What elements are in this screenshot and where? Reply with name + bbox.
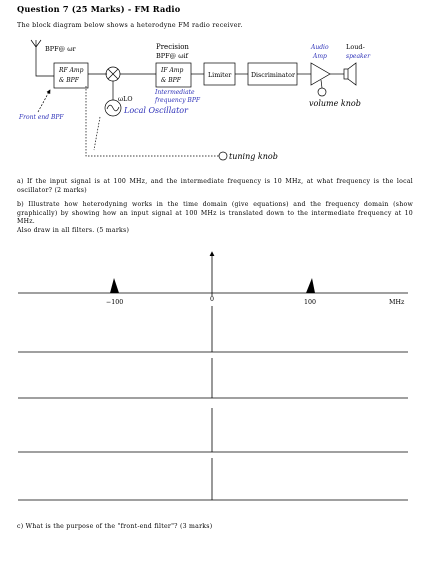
tuning-knob-label: tuning knob	[229, 152, 278, 161]
intermediate-label-1: Intermediate	[155, 89, 195, 96]
volume-knob-icon	[318, 88, 326, 96]
if-amp-label-2: & BPF	[161, 77, 181, 84]
intermediate-label-2: frequency BPF	[155, 97, 201, 104]
limiter-label: Limiter	[208, 72, 232, 79]
signal-peak-positive	[306, 278, 315, 293]
precision-label-1: Precision	[156, 43, 189, 51]
local-oscillator-label: Local Oscillator	[124, 106, 188, 115]
block-diagram	[0, 0, 430, 170]
tick-zero: 0	[210, 296, 215, 303]
tick-pos-100: 100	[304, 299, 317, 306]
question-intro: The block diagram below shows a heterodyne FM radio receiver.	[17, 22, 243, 29]
front-end-label: Front end BPF	[19, 114, 64, 121]
omega-lo-label: ωLO	[118, 96, 133, 103]
if-amp-label-1: IF Amp	[161, 67, 184, 74]
rf-amp-label-1: RF Amp	[59, 67, 84, 74]
discriminator-label: Discriminator	[251, 72, 295, 79]
frequency-axes	[0, 240, 430, 510]
part-c-text: c) What is the purpose of the "front-end filter"? (3 marks)	[17, 523, 213, 530]
audio-amp-label-2: Amp	[313, 53, 327, 60]
question-title: Question 7 (25 Marks) - FM Radio	[17, 4, 181, 14]
tick-neg-100: −100	[106, 299, 124, 306]
tuning-knob-icon	[219, 152, 227, 160]
signal-peak-negative	[110, 278, 119, 293]
audio-amp-label-1: Audio	[311, 44, 329, 51]
loudspeaker-label-2: speaker	[346, 53, 371, 60]
speaker-icon	[344, 69, 348, 79]
part-b-filters-text: Also draw in all filters. (5 marks)	[17, 227, 130, 234]
loudspeaker-label-1: Loud-	[346, 43, 365, 51]
bpf-label: BPF@ ωr	[45, 45, 76, 53]
part-a-text: a) If the input signal is at 100 MHz, and the intermediate frequency is 10 MHz, at what frequency is the local oscillator? (2 marks)	[17, 178, 413, 194]
part-b-text: b) Illustrate how heterodyning works in the time domain (give equations) and the frequency domain (show graphically) by showing how an input signal at 100 MHz is translated down to the intermediate frequency at 10 MHz.	[17, 201, 413, 226]
precision-label-2: BPF@ ωif	[156, 52, 189, 60]
volume-knob-label: volume knob	[309, 99, 361, 108]
axis-unit: MHz	[389, 299, 405, 306]
rf-amp-label-2: & BPF	[59, 77, 79, 84]
audio-amp-icon	[311, 63, 330, 85]
